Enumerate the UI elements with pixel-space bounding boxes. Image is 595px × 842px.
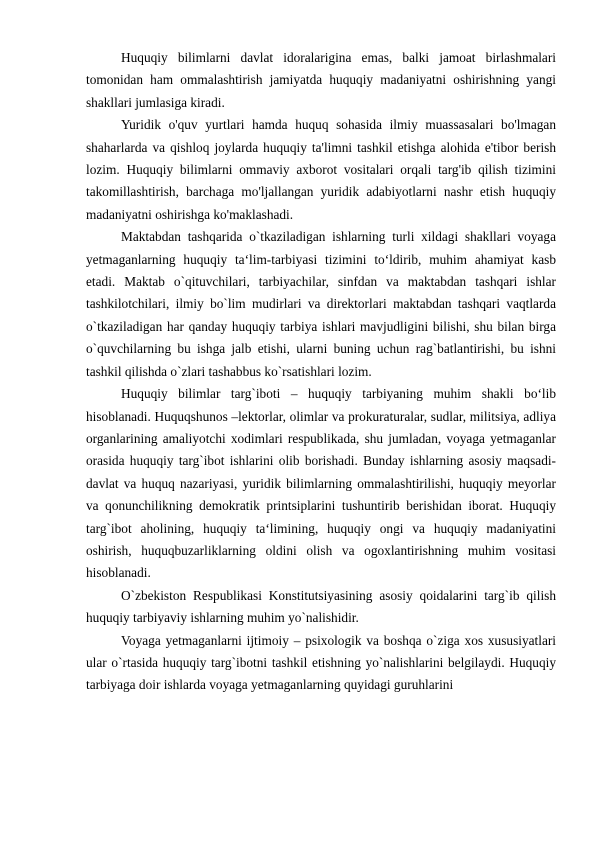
paragraph-2: Yuridik o'quv yurtlari hamda huquq sohasida ilmiy muassasalari bo'lmagan shaharlarda va qishloq joylarda huquqiy ta'limni tashkil etishga alohida e'tibor berish lozim. Huquqiy bilimlarni ommaviy axborot vositalari orqali targ'ib qilish tizimini takomillashtirish, barchaga mo'ljallangan yuridik adabiyotlarni nashr etish huquqiy madaniyatni oshirishga ko'maklashadi. — [86, 117, 556, 222]
paragraph-3: Maktabdan tashqarida o`tkaziladigan ishlarning turli xildagi shakllari voyaga yetmaganlarning huquqiy ta‘lim-tarbiyasi tizimini to‘ldirib, muhim ahamiyat kasb etadi. Maktab o`qituvchilari, tarbiyachilar, sinfdan va maktabdan tashqari ishlar tashkilotchilari, ilmiy bo`lim mudirlari va direktorlari maktabdan tashqari vaqtlarda o`tkaziladigan har qanday huquqiy tarbiya ishlari mavjudligini bilishi, shu bilan birga o`quvchilarning bu ishga jalb etishi, ularni buning uchun rag`batlantirishi, bu ishni tashkil qilishda o`zlari tashabbus ko`rsatishlari lozim. — [86, 229, 556, 379]
paragraph-1: Huquqiy bilimlarni davlat idoralarigina emas, balki jamoat birlashmalari tomonidan ham ommalashtirish jamiyatda huquqiy madaniyatni oshirishning yangi shakllari jumlasiga kiradi. — [86, 50, 556, 110]
paragraph-4: Huquqiy bilimlar targ`iboti – huquqiy tarbiyaning muhim shakli bo‘lib hisoblanadi. Huquqshunos –lektorlar, olimlar va prokuraturalar, sudlar, militsiya, adliya organlarining amaliyotchi xodimlari respublikada, shu jumladan, voyaga yetmaganlar orasida huquqiy targ`ibot ishlarini olib borishadi. Bunday ishlarning asosiy maqsadi- davlat va huquq nazariyasi, yuridik bilimlarning ommalashtirilishi, huquqiy meyorlar va qonunchilikning demokratik printsiplarini tushuntirib berishidan iborat. Huquqiy targ`ibot aholining, huquqiy ta‘limining, huquqiy ongi va huquqiy madaniyatini oshirish, huquqbuzarliklarning oldini olish va ogoxlantirishning muhim vositasi hisoblanadi. — [86, 386, 556, 581]
paragraph-6: Voyaga yetmaganlarni ijtimoiy – psixologik va boshqa o`ziga xos xususiyatlari ular o`rtasida huquqiy targ`ibotni tashkil etishning yo`nalishlarini belgilaydi. Huquqiy tarbiyaga doir ishlarda voyaga yetmaganlarning quyidagi guruhlarini — [86, 632, 556, 693]
paragraph-5: O`zbekiston Respublikasi Konstitutsiyasining asosiy qoidalarini targ`ib qilish huquqiy tarbiyaviy ishlarning muhim yo`nalishidir. — [86, 587, 556, 626]
document-page — [86, 47, 556, 697]
